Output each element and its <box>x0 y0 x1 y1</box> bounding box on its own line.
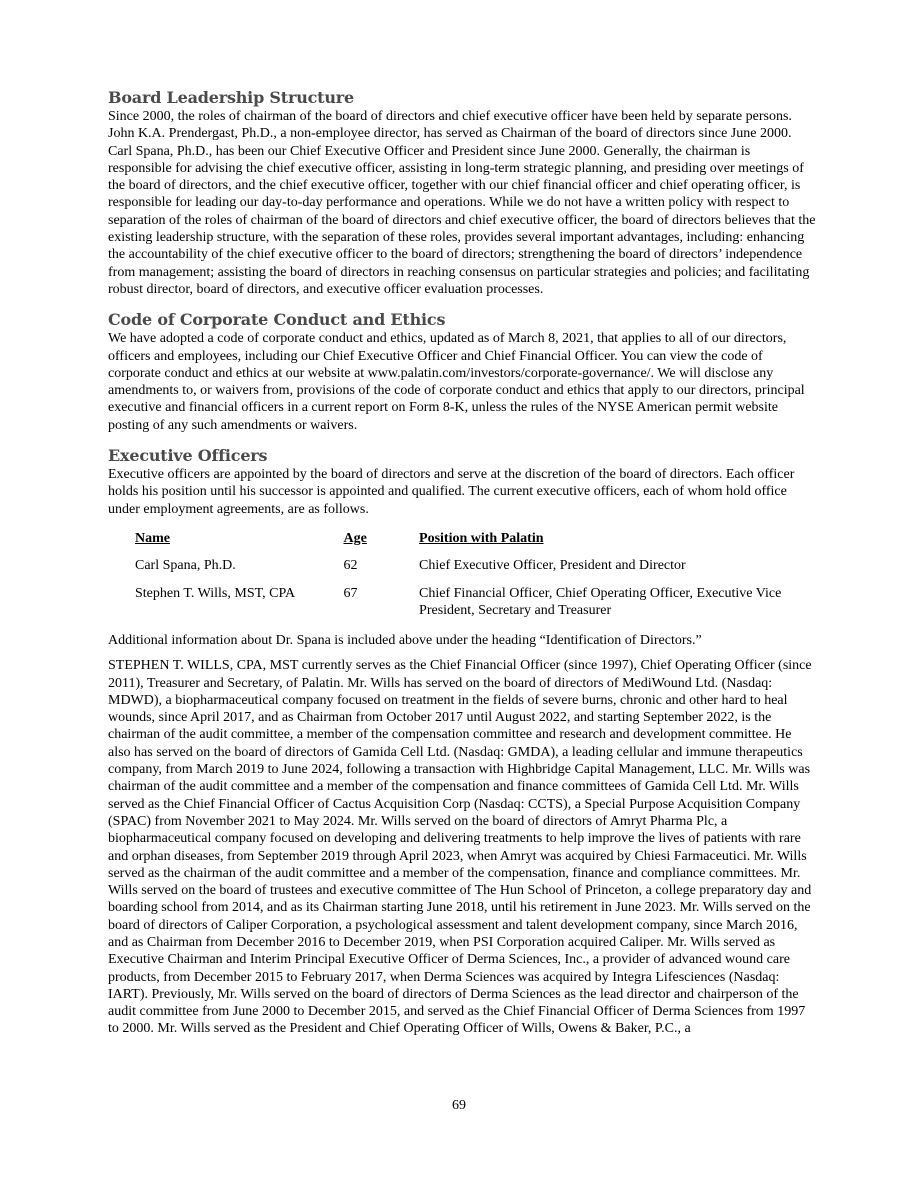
paragraph-code-of-conduct: We have adopted a code of corporate conduct and ethics, updated as of March 8, 2021, that applies to all of our directors, officers and employees, including our Chief Executive Officer and Chief Financial Officer. You can view the code of corporate conduct and ethics at our website at www.palatin.com/investors/corporate-governance/. We will disclose any amendments to, or waivers from, provisions of the code of corporate conduct and ethics that apply to our directors, principal executive and financial officers in a current report on Form 8-K, unless the rules of the NYSE American permit website posting of any such amendments or waivers. <box>108 331 805 433</box>
officer-name: Stephen T. Wills, MST, CPA <box>135 585 296 601</box>
officer-age: 62 <box>343 557 358 573</box>
heading-board-leadership: Board Leadership Structure <box>108 88 355 107</box>
column-header-name: Name <box>135 530 170 546</box>
heading-code-of-conduct: Code of Corporate Conduct and Ethics <box>108 310 446 330</box>
paragraph-executive-officers-intro: Executive officers are appointed by the board of directors and serve at the discretion of the board of directors. Each officer holds his position until his successor is appointed and qualified. The current executive officers, each of whom hold office under employment agreements, are as follows. <box>108 467 795 517</box>
paragraph-wills-biography: STEPHEN T. WILLS, CPA, MST currently serves as the Chief Financial Officer (since 1997), Chief Operating Officer (since 2011), Treasurer and Secretary, of Palatin. Mr. Wills has served on the board of directors of MediWound Ltd. (Nasdaq: MDWD), a biopharmaceutical company focused on treatment in the fields of severe burns, chronic and other hard to heal wounds, since April 2017, and as Chairman from October 2017 until August 2022, and starting September 2022, is the chairman of the audit committee, a member of the compensation committee and research and development committee. He also has served on the board of directors of Gamida Cell Ltd. (Nasdaq: GMDA), a leading cellular and immune therapeutics company, from March 2019 to June 2024, following a transaction with Highbridge Capital Management, LLC. Mr. Wills was chairman of the audit committee and a member of the compensation and finance committees of Gamida Cell Ltd. Mr. Wills served as the Chief Financial Officer of Cactus Acquisition Corp (Nasdaq: CCTS), a Special Purpose Acquisition Company (SPAC) from November 2021 to May 2024. Mr. Wills served on the board of directors of Amryt Pharma Plc, a biopharmaceutical company focused on developing and delivering treatments to help improve the lives of patients with rare and orphan diseases, from September 2019 through April 2023, when Amryt was acquired by Chiesi Farmaceutici. Mr. Wills served as the chairman of the audit committee and a member of the compensation, finance and compliance committees. Mr. Wills served on the board of trustees and executive committee of The Hun School of Princeton, a college preparatory day and boarding school from 2014, and as its Chairman starting June 2018, until his retirement in June 2023. Mr. Wills served on the board of directors of Caliper Corporation, a psychological assessment and talent development company, since March 2016, and as Chairman from December 2016 to December 2019, when PSI Corporation acquired Caliper. Mr. Wills served as Executive Chairman and Interim Principal Executive Officer of Derma Sciences, Inc., a provider of advanced wound care products, from December 2015 to February 2017, when Derma Sciences was acquired by Integra Lifesciences (Nasdaq: IART). Previously, Mr. Wills served on the board of directors of Derma Sciences as the lead director and chairperson of the audit committee from June 2000 to December 2015, and served as the Chief Financial Officer of Derma Sciences from 1997 to 2000. Mr. Wills served as the President and Chief Operating Officer of Wills, Owens & Baker, P.C., a <box>108 658 812 1037</box>
column-header-age: Age <box>343 530 367 546</box>
paragraph-board-leadership: Since 2000, the roles of chairman of the board of directors and chief executive officer have been held by separate persons. John K.A. Prendergast, Ph.D., a non-employee director, has served as Chairman of the board of directors since June 2000. Carl Spana, Ph.D., has been our Chief Executive Officer and President since June 2000. Generally, the chairman is responsible for advising the chief executive officer, assisting in long-term strategic planning, and presiding over meetings of the board of directors, and the chief executive officer, together with our chief financial officer and chief operating officer, is responsible for leading our day-to-day performance and operations. While we do not have a written policy with respect to separation of the roles of chairman of the board of directors and chief executive officer, the board of directors believes that the existing leadership structure, with the separation of these roles, provides several important advantages, including: enhancing the accountability of the chief executive officer to the board of directors; strengthening the board of directors’ independence from management; assisting the board of directors in reaching consensus on particular strategies and policies; and facilitating robust director, board of directors, and executive officer evaluation processes. <box>108 109 816 297</box>
table-row <box>135 557 816 585</box>
executive-officers-table <box>135 530 816 630</box>
officer-name: Carl Spana, Ph.D. <box>135 557 236 573</box>
table-row <box>135 585 816 630</box>
page-content <box>108 88 816 1038</box>
officer-age: 67 <box>343 585 358 601</box>
heading-executive-officers: Executive Officers <box>108 446 268 466</box>
officer-position: Chief Financial Officer, Chief Operating Officer, Executive Vice President, Secretary and Treasurer <box>419 585 782 618</box>
officer-position: Chief Executive Officer, President and Director <box>419 557 686 573</box>
column-header-position: Position with Palatin <box>419 530 544 546</box>
table-header-row <box>135 530 816 557</box>
page-number: 69 <box>452 1098 466 1113</box>
paragraph-additional-info: Additional information about Dr. Spana is included above under the heading “Identification of Directors.” <box>108 632 702 648</box>
